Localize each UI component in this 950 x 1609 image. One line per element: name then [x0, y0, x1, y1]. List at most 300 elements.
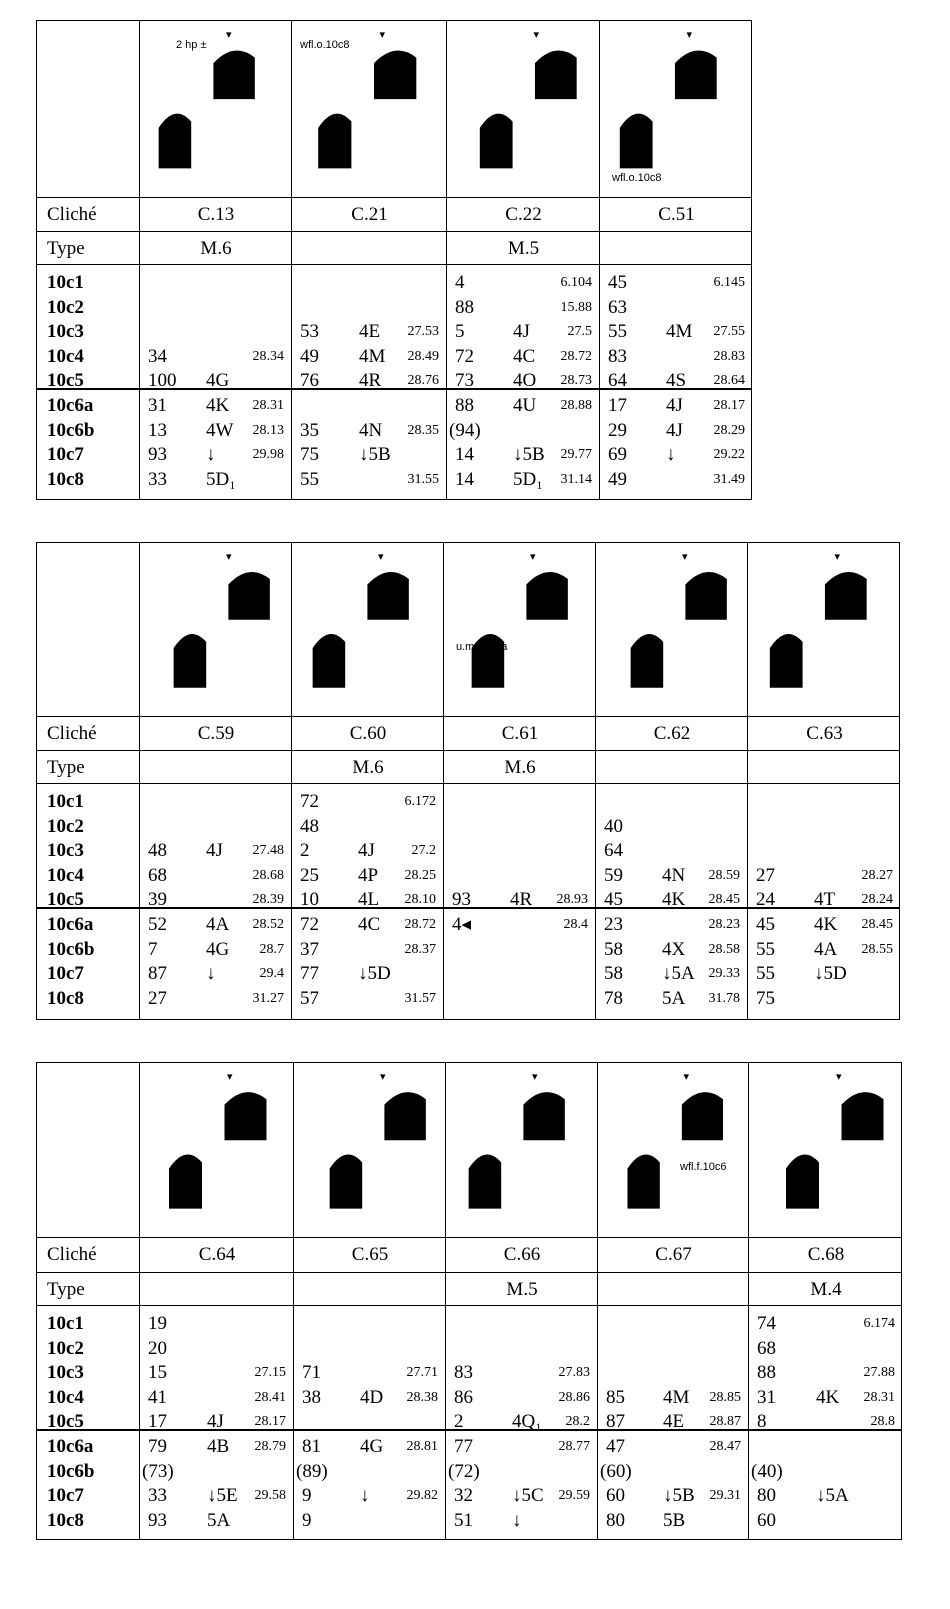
data-cell [454, 1484, 594, 1508]
data-cell [148, 888, 288, 912]
data-cell [148, 1361, 290, 1385]
cell-date: 27.48 [252, 843, 284, 858]
cell-date: 31.49 [713, 471, 745, 487]
cell-code: ↓ [206, 963, 216, 984]
data-cell [454, 1509, 594, 1533]
cell-count: 72 [455, 345, 474, 367]
cell-count: 19 [148, 1313, 167, 1334]
cell-code: 4S [666, 370, 687, 391]
data-cell [751, 1460, 899, 1484]
cell-count: 37 [300, 938, 319, 960]
type-row-label: Type [47, 1279, 85, 1300]
seal-fragment-shape [228, 572, 269, 620]
cell-code: 4J [207, 1411, 224, 1432]
cell-count: 32 [454, 1485, 473, 1506]
type-value: M.6 [504, 757, 536, 778]
pointer-arrow-icon: ▾ [686, 28, 693, 41]
cell-count: 9 [302, 1509, 312, 1531]
cell-count: 93 [148, 444, 167, 465]
cell-code: ↓ [512, 1509, 522, 1531]
cliche-image-C.22 [449, 23, 598, 196]
cell-count: 88 [757, 1362, 776, 1383]
row-label-10c6a: 10c6a [47, 914, 94, 935]
data-cell [454, 1435, 594, 1459]
cliche-header: C.63 [806, 723, 843, 744]
data-cell [756, 987, 897, 1011]
column-rule [293, 1063, 294, 1539]
seal-fragment-shape [770, 634, 803, 688]
seal-fragment-shape [786, 1155, 819, 1209]
cell-date: 28.13 [252, 422, 284, 438]
cliche-row-label: Cliché [47, 1244, 97, 1265]
data-cell [454, 1410, 594, 1434]
data-cell [756, 864, 897, 888]
cliche-header: C.65 [351, 1244, 389, 1265]
pointer-arrow-icon: ▾ [682, 550, 688, 563]
cell-code: ↓5B [663, 1485, 695, 1506]
cliche-header: C.60 [349, 723, 387, 744]
row-label-10c7: 10c7 [47, 444, 84, 465]
cell-code: 4M [663, 1386, 690, 1408]
data-cell [148, 369, 288, 393]
data-cell [148, 1312, 290, 1336]
cell-date: 28.68 [252, 867, 284, 883]
cliche-image-C.63 [750, 545, 899, 715]
data-cell [148, 468, 288, 492]
data-cell [608, 443, 749, 467]
row-label-10c3: 10c3 [47, 840, 84, 861]
data-cell [148, 839, 288, 863]
cell-code: 4B [207, 1436, 230, 1457]
cell-count: 7 [148, 938, 158, 960]
cell-date: 28.35 [407, 422, 439, 438]
cell-date: 31.78 [708, 990, 740, 1006]
data-cell [300, 938, 440, 962]
cell-count: 40 [604, 815, 623, 837]
cell-count: 59 [604, 864, 623, 886]
cell-code: 4O [513, 370, 537, 391]
cell-date: 28.38 [406, 1389, 438, 1405]
cell-count: 2 [300, 840, 310, 861]
row-label-10c6b: 10c6b [47, 938, 95, 960]
data-cell [302, 1509, 442, 1533]
data-cell [300, 987, 440, 1011]
data-cell [608, 468, 749, 492]
cell-count: 14 [455, 468, 474, 490]
seal-fragment-image [296, 1065, 444, 1236]
data-cell [300, 839, 440, 863]
cell-count: (73) [142, 1460, 174, 1482]
cell-code: 4J [358, 840, 375, 861]
data-cell [302, 1386, 442, 1410]
cell-count: 13 [148, 419, 167, 441]
seal-fragment-shape [374, 50, 416, 99]
cell-count: 4◂ [452, 914, 472, 935]
data-cell [604, 888, 744, 912]
seal-fragment-image [142, 1065, 292, 1236]
cell-code: ↓ [206, 444, 216, 465]
column-rule [747, 543, 748, 1019]
seal-fragment-image [602, 23, 751, 196]
cell-date: 28.72 [560, 348, 592, 364]
cell-count: 41 [148, 1386, 167, 1408]
row-label-10c3: 10c3 [47, 1362, 84, 1383]
row-label-10c2: 10c2 [47, 815, 84, 837]
pointer-arrow-icon: ▾ [836, 1070, 842, 1083]
cliche-header: C.67 [655, 1244, 692, 1265]
cell-date: 29.82 [406, 1488, 438, 1503]
row-label-10c6a: 10c6a [47, 1436, 94, 1457]
cliche-table-1 [36, 20, 752, 500]
cliche-note: wfl.o.10c8 [612, 172, 662, 184]
pointer-arrow-icon: ▾ [532, 1070, 538, 1083]
data-cell [148, 913, 288, 937]
cliche-image-C.13 [142, 23, 290, 196]
row-label-10c8: 10c8 [47, 468, 84, 490]
seal-fragment-shape [169, 1155, 202, 1209]
data-cell [608, 369, 749, 393]
seal-fragment-shape [675, 50, 717, 99]
row-label-10c8: 10c8 [47, 987, 84, 1009]
cell-code: 5D₁ [513, 468, 543, 490]
cell-count: 49 [300, 345, 319, 367]
data-cell [302, 1484, 442, 1508]
cell-code: ↓5B [359, 444, 391, 465]
type-row-label: Type [47, 757, 85, 778]
cell-count: 58 [604, 938, 623, 960]
data-cell [455, 468, 596, 492]
data-cell [300, 815, 440, 839]
cell-code: 4K [206, 395, 230, 416]
data-cell [606, 1509, 745, 1533]
cell-date: 28.93 [556, 892, 588, 907]
data-cell [604, 864, 744, 888]
row-label-10c4: 10c4 [47, 345, 84, 367]
data-cell [300, 790, 440, 814]
seal-fragment-shape [842, 1092, 884, 1140]
cell-count: 9 [302, 1485, 312, 1506]
cell-count: 93 [452, 889, 471, 910]
cell-count: 83 [608, 345, 627, 367]
data-cell [604, 839, 744, 863]
cliche-image-C.59 [142, 545, 290, 715]
seal-fragment-shape [159, 114, 192, 169]
cell-code: 4C [513, 345, 536, 367]
cell-count: 51 [454, 1509, 473, 1531]
cell-code: 4E [359, 321, 381, 342]
pointer-arrow-icon: ▾ [226, 28, 232, 41]
pointer-arrow-icon: ▾ [378, 550, 384, 563]
pointer-arrow-icon: ▾ [533, 28, 540, 41]
cell-count: 27 [756, 864, 775, 886]
data-cell [148, 1509, 290, 1533]
cell-code: 4A [814, 938, 838, 960]
cell-date: 6.172 [404, 794, 436, 809]
data-cell [300, 369, 443, 393]
cell-code: ↓5A [816, 1485, 849, 1506]
cell-count: 86 [454, 1386, 473, 1408]
data-cell [604, 962, 744, 986]
cell-date: 28.45 [708, 892, 740, 907]
data-cell [302, 1361, 442, 1385]
cell-code: 5B [663, 1509, 686, 1531]
data-cell [148, 1410, 290, 1434]
cell-count: 45 [608, 272, 627, 293]
cell-date: 28.17 [254, 1414, 286, 1429]
cell-count: 57 [300, 987, 319, 1009]
cell-code: 4R [359, 370, 382, 391]
type-value: M.5 [507, 238, 540, 259]
row-label-10c2: 10c2 [47, 1337, 84, 1359]
cell-count: 53 [300, 321, 319, 342]
cell-count: 4 [455, 272, 465, 293]
cell-date: 28.85 [709, 1389, 741, 1405]
seal-fragment-shape [526, 572, 567, 620]
cliche-header: C.68 [807, 1244, 845, 1265]
cell-date: 28.52 [252, 917, 284, 932]
cliche-image-C.51 [602, 23, 751, 196]
row-label-10c1: 10c1 [47, 791, 84, 812]
cliche-image-C.21 [294, 23, 445, 196]
data-cell [757, 1312, 899, 1336]
cell-code: 4K [816, 1386, 840, 1408]
cell-count: 81 [302, 1436, 321, 1457]
pointer-arrow-icon: ▾ [226, 550, 232, 563]
cell-date: 28.73 [560, 373, 592, 388]
seal-fragment-shape [685, 572, 726, 620]
cliche-table-2 [36, 542, 900, 1020]
cell-code: 5A [207, 1509, 231, 1531]
cliche-note: 2 hp ± [176, 39, 207, 51]
seal-fragment-image [598, 545, 746, 715]
data-cell [302, 1435, 442, 1459]
cell-count: 5 [455, 321, 465, 342]
data-cell [148, 1337, 290, 1361]
cell-date: 27.15 [254, 1365, 286, 1380]
cell-count: 8 [757, 1411, 767, 1432]
cell-count: 55 [608, 321, 627, 342]
data-cell [756, 913, 897, 937]
seal-fragment-shape [469, 1155, 502, 1209]
data-cell [300, 913, 440, 937]
cell-code: 4G [206, 370, 230, 391]
cell-count: 76 [300, 370, 319, 391]
data-cell [606, 1410, 745, 1434]
cell-code: ↓5E [207, 1485, 238, 1506]
cell-count: 55 [756, 963, 775, 984]
seal-fragment-shape [480, 114, 513, 169]
cell-count: 78 [604, 987, 623, 1009]
data-cell [452, 888, 592, 912]
data-cell [449, 419, 596, 443]
cell-date: 28.31 [252, 398, 284, 413]
cell-date: 27.83 [558, 1365, 590, 1380]
data-cell [300, 864, 440, 888]
cell-code: 4G [206, 938, 230, 960]
data-cell [608, 271, 749, 295]
data-cell [756, 888, 897, 912]
cell-date: 6.145 [713, 275, 745, 290]
cell-count: 75 [300, 444, 319, 465]
cell-code: ↓5D [358, 963, 391, 984]
cell-date: 29.4 [259, 966, 284, 981]
data-cell [608, 320, 749, 344]
cell-code: 4D [360, 1386, 384, 1408]
cell-count: (89) [296, 1460, 328, 1482]
type-value: M.5 [506, 1279, 538, 1300]
cell-date: 28.4 [563, 917, 588, 932]
cell-date: 6.104 [560, 275, 592, 290]
cell-count: 27 [148, 987, 167, 1009]
data-cell [455, 271, 596, 295]
cliche-header: C.21 [351, 204, 388, 225]
seal-fragment-shape [825, 572, 867, 620]
cliche-row-label: Cliché [47, 204, 97, 225]
data-cell [148, 394, 288, 418]
data-cell [608, 345, 749, 369]
cliche-header: C.13 [197, 204, 235, 225]
cell-count: 73 [455, 370, 474, 391]
seal-fragment-image [448, 1065, 596, 1236]
cell-count: 63 [608, 296, 627, 318]
cell-date: 28.17 [713, 398, 745, 413]
seal-fragment-shape [213, 50, 254, 99]
cell-code: 4R [510, 889, 533, 910]
cell-count: 69 [608, 444, 627, 465]
seal-fragment-shape [367, 572, 408, 620]
cell-code: ↓5A [662, 963, 695, 984]
pointer-arrow-icon: ▾ [380, 1070, 386, 1083]
cell-count: 48 [300, 815, 319, 837]
seal-fragment-shape [682, 1092, 723, 1140]
cell-count: 17 [608, 395, 627, 416]
cell-date: 29.33 [708, 966, 740, 981]
cell-code: ↓ [666, 444, 676, 465]
cell-code: ↓5D [814, 963, 847, 984]
cell-code: 4J [666, 395, 683, 416]
cell-count: 39 [148, 889, 167, 910]
row-label-10c7: 10c7 [47, 1485, 84, 1506]
cell-date: 27.2 [411, 843, 436, 858]
cliche-header: C.59 [197, 723, 235, 744]
cell-date: 28.81 [406, 1439, 438, 1454]
cell-count: 2 [454, 1411, 464, 1432]
row-label-10c3: 10c3 [47, 321, 84, 342]
seal-fragment-shape [384, 1092, 425, 1140]
cell-date: 28.29 [713, 422, 745, 438]
row-label-10c4: 10c4 [47, 864, 84, 886]
cell-count: 47 [606, 1436, 625, 1457]
row-label-10c7: 10c7 [47, 963, 84, 984]
type-value: M.6 [352, 757, 384, 778]
column-rule [139, 543, 140, 1019]
data-cell [148, 987, 288, 1011]
cell-count: 58 [604, 963, 623, 984]
cell-count: (40) [751, 1460, 783, 1482]
cell-count: 88 [455, 395, 474, 416]
cell-code: 5A [662, 987, 686, 1009]
cell-code: 4X [662, 938, 686, 960]
cell-date: 28.25 [404, 867, 436, 883]
cell-date: 28.72 [404, 917, 436, 932]
data-cell [604, 913, 744, 937]
cell-date: 31.14 [560, 471, 592, 487]
cell-count: 80 [606, 1509, 625, 1531]
row-label-10c5: 10c5 [47, 1411, 84, 1432]
seal-fragment-image [750, 545, 899, 715]
data-cell [604, 938, 744, 962]
cell-date: 28.86 [558, 1389, 590, 1405]
cell-date: 29.77 [560, 447, 592, 462]
seal-fragment-shape [318, 114, 351, 169]
cell-code: 5D₁ [206, 468, 236, 490]
cell-count: 23 [604, 914, 623, 935]
data-cell [757, 1386, 899, 1410]
cell-count: 72 [300, 791, 319, 812]
cell-date: 27.55 [713, 324, 745, 339]
row-label-10c6a: 10c6a [47, 395, 94, 416]
cell-date: 28.8 [870, 1414, 895, 1429]
cell-date: 28.76 [407, 373, 439, 388]
data-cell [455, 296, 596, 320]
cliche-table-3 [36, 1062, 902, 1540]
data-cell [300, 962, 440, 986]
cell-count: 17 [148, 1411, 167, 1432]
data-cell [757, 1509, 899, 1533]
cell-count: 31 [148, 395, 167, 416]
data-cell [600, 1460, 745, 1484]
cell-code: 4Q₁ [512, 1411, 542, 1432]
data-cell [300, 345, 443, 369]
cell-count: 10 [300, 889, 319, 910]
data-cell [608, 296, 749, 320]
cell-code: 4J [513, 321, 530, 342]
cell-count: 15 [148, 1362, 167, 1383]
data-cell [606, 1484, 745, 1508]
row-label-10c5: 10c5 [47, 370, 84, 391]
cell-count: 64 [608, 370, 627, 391]
cliche-image-C.61 [446, 545, 594, 715]
cell-count: 31 [757, 1386, 776, 1408]
cell-date: 29.59 [558, 1488, 590, 1503]
seal-fragment-shape [225, 1092, 267, 1140]
cliche-image-C.68 [751, 1065, 901, 1236]
cell-count: 55 [300, 468, 319, 490]
data-cell [448, 1460, 594, 1484]
data-cell [757, 1410, 899, 1434]
cell-count: (60) [600, 1460, 632, 1482]
cell-code: 4G [360, 1436, 384, 1457]
data-cell [455, 443, 596, 467]
cell-count: 20 [148, 1337, 167, 1359]
type-value: M.4 [810, 1279, 842, 1300]
data-cell [148, 1484, 290, 1508]
cell-date: 28.88 [560, 398, 592, 413]
pointer-arrow-icon: ▾ [683, 1070, 690, 1083]
cell-count: 29 [608, 419, 627, 441]
cell-code: 4N [662, 864, 686, 886]
cliche-image-C.67 [600, 1065, 747, 1236]
pointer-arrow-icon: ▾ [379, 28, 386, 41]
cell-count: 14 [455, 444, 474, 465]
cell-count: (94) [449, 419, 481, 441]
cell-code: 4W [206, 419, 234, 441]
cell-count: 45 [604, 889, 623, 910]
seal-fragment-image [446, 545, 594, 715]
data-cell [148, 345, 288, 369]
data-cell [455, 320, 596, 344]
cell-count: 79 [148, 1436, 167, 1457]
